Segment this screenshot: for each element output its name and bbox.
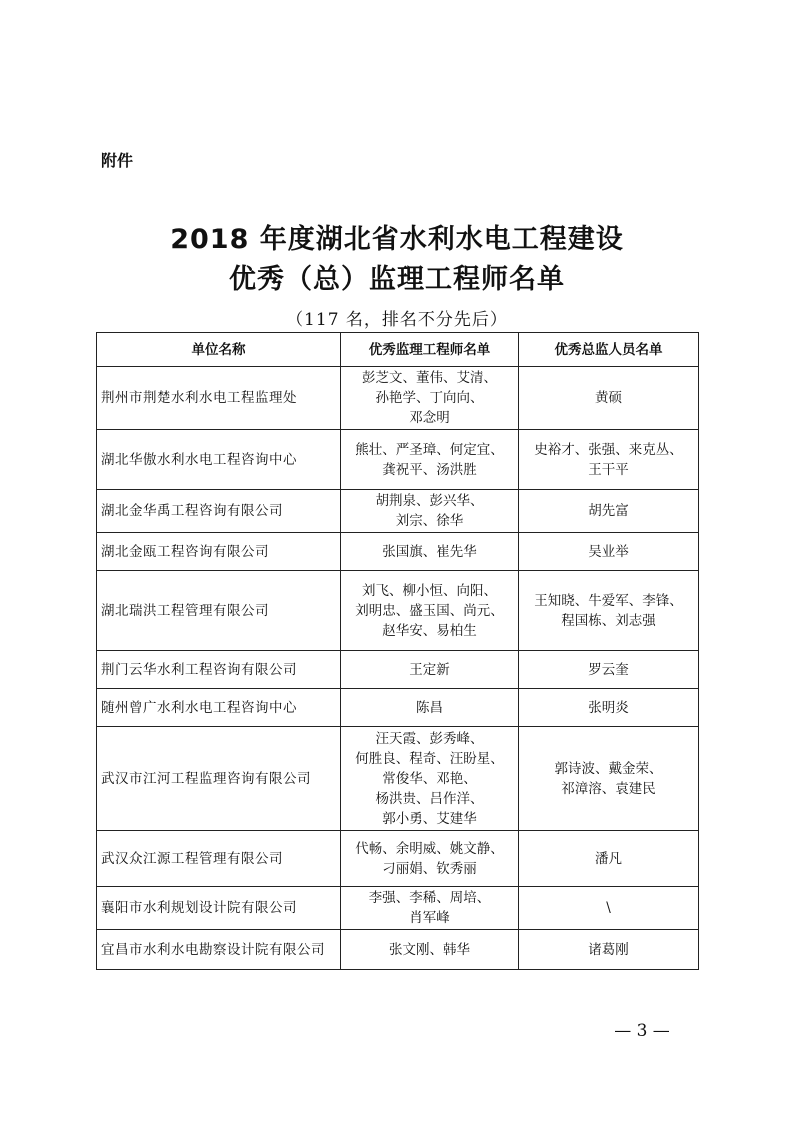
chief-names-line: \: [606, 900, 611, 916]
engineer-names-line: 李强、李稀、周培、: [368, 890, 491, 906]
unit-name-cell: 宜昌市水利水电勘察设计院有限公司: [97, 930, 341, 970]
engineer-names-line: 张国旗、崔先华: [382, 543, 477, 560]
engineer-names-line: 杨洪贵、吕作洋、: [375, 790, 484, 807]
chief-names-line: 潘凡: [595, 850, 622, 867]
table-row: [97, 430, 699, 490]
document-title-line-2: 优秀（总）监理工程师名单: [229, 264, 565, 295]
chiefs-cell: [519, 533, 699, 571]
chiefs-cell: [519, 831, 699, 887]
chiefs-cell: [519, 689, 699, 727]
engineer-names-line: 代畅、余明威、姚文静、: [355, 840, 504, 857]
chiefs-cell: [519, 887, 699, 930]
engineer-names-line: 常俊华、邓艳、: [382, 770, 477, 787]
chief-names-line: 郭诗波、戴金荣、: [554, 760, 663, 777]
chief-names-line: 罗云奎: [588, 661, 629, 678]
chief-names-line: 王知晓、牛爱军、李锋、: [534, 592, 683, 609]
engineers-cell: [341, 490, 519, 533]
chiefs-cell: [519, 930, 699, 970]
table-row: [97, 367, 699, 430]
engineer-names-line: 郭小勇、艾建华: [382, 810, 477, 827]
unit-name-cell: 湖北金瓯工程咨询有限公司: [97, 533, 341, 571]
unit-name-cell: 湖北金华禹工程咨询有限公司: [97, 490, 341, 533]
page-number: — 3 —: [614, 1021, 670, 1041]
unit-name-cell: 随州曾广水利水电工程咨询中心: [97, 689, 341, 727]
unit-name-cell: 荆州市荆楚水利水电工程监理处: [97, 367, 341, 430]
unit-name-cell: 荆门云华水利工程咨询有限公司: [97, 651, 341, 689]
engineers-cell: [341, 651, 519, 689]
chief-names-line: 史裕才、张强、来克丛、: [534, 441, 683, 458]
engineers-cell: [341, 533, 519, 571]
table-header-row: [97, 333, 699, 367]
engineers-cell: [341, 689, 519, 727]
chiefs-cell: [519, 727, 699, 831]
engineer-names-line: 胡荆泉、彭兴华、: [375, 493, 484, 509]
engineer-names-line: 邓念明: [409, 410, 450, 426]
engineers-cell: [341, 727, 519, 831]
chief-names-line: 王干平: [588, 461, 629, 478]
engineer-names-line: 刁丽娟、钦秀丽: [382, 860, 477, 877]
table-body: [97, 367, 699, 970]
engineers-cell: [341, 930, 519, 970]
unit-name-cell: 襄阳市水利规划设计院有限公司: [97, 887, 341, 930]
table-row: [97, 689, 699, 727]
engineer-names-line: 刘宗、徐华: [395, 513, 464, 529]
table-row: [97, 930, 699, 970]
engineer-names-line: 张文刚、韩华: [389, 941, 470, 958]
engineer-names-line: 孙艳学、丁向向、: [375, 390, 484, 406]
chiefs-cell: [519, 367, 699, 430]
table-row: [97, 571, 699, 651]
header-chiefs: 优秀总监人员名单: [519, 333, 699, 367]
unit-name-cell: 武汉市江河工程监理咨询有限公司: [97, 727, 341, 831]
engineers-cell: [341, 887, 519, 930]
document-title-line-1: 2018 年度湖北省水利水电工程建设: [170, 224, 624, 255]
chiefs-cell: [519, 430, 699, 490]
attachment-label: 附件: [101, 151, 134, 170]
chief-names-line: 祁漳溶、袁建民: [561, 780, 656, 797]
engineer-names-line: 赵华安、易柏生: [382, 622, 477, 639]
engineer-names-line: 王定新: [409, 661, 450, 678]
chief-names-line: 黄硕: [595, 390, 622, 406]
engineers-cell: [341, 367, 519, 430]
engineer-names-line: 彭芝文、董伟、艾清、: [362, 370, 497, 386]
chief-names-line: 张明炎: [588, 699, 629, 716]
engineer-names-line: 何胜良、程奇、汪盼星、: [355, 750, 504, 767]
engineers-cell: [341, 571, 519, 651]
table-row: [97, 727, 699, 831]
table-row: [97, 651, 699, 689]
unit-name-cell: 武汉众江源工程管理有限公司: [97, 831, 341, 887]
engineer-names-line: 刘飞、柳小恒、向阳、: [362, 582, 497, 599]
engineer-list-table: [96, 332, 699, 970]
chiefs-cell: [519, 651, 699, 689]
engineer-names-line: 龚祝平、汤洪胜: [382, 461, 477, 478]
engineers-cell: [341, 831, 519, 887]
engineer-names-line: 汪天霞、彭秀峰、: [375, 730, 484, 747]
engineer-names-line: 熊壮、严圣璋、何定宜、: [355, 441, 504, 458]
table-row: [97, 533, 699, 571]
table-row: [97, 887, 699, 930]
chiefs-cell: [519, 490, 699, 533]
unit-name-cell: 湖北瑞洪工程管理有限公司: [97, 571, 341, 651]
unit-name-cell: 湖北华傲水利水电工程咨询中心: [97, 430, 341, 490]
table-row: [97, 490, 699, 533]
chief-names-line: 胡先富: [588, 503, 629, 519]
engineer-names-line: 刘明忠、盛玉国、尚元、: [355, 602, 504, 619]
chiefs-cell: [519, 571, 699, 651]
engineers-cell: [341, 430, 519, 490]
chief-names-line: 诸葛刚: [588, 941, 629, 958]
header-unit-name: 单位名称: [97, 333, 341, 367]
document-subtitle: （117 名，排名不分先后）: [286, 310, 508, 330]
header-engineers: 优秀监理工程师名单: [341, 333, 519, 367]
chief-names-line: 程国栋、刘志强: [561, 612, 656, 629]
engineer-names-line: 肖军峰: [409, 910, 450, 926]
table-row: [97, 831, 699, 887]
engineer-names-line: 陈昌: [416, 699, 443, 716]
chief-names-line: 吴业举: [588, 543, 629, 560]
